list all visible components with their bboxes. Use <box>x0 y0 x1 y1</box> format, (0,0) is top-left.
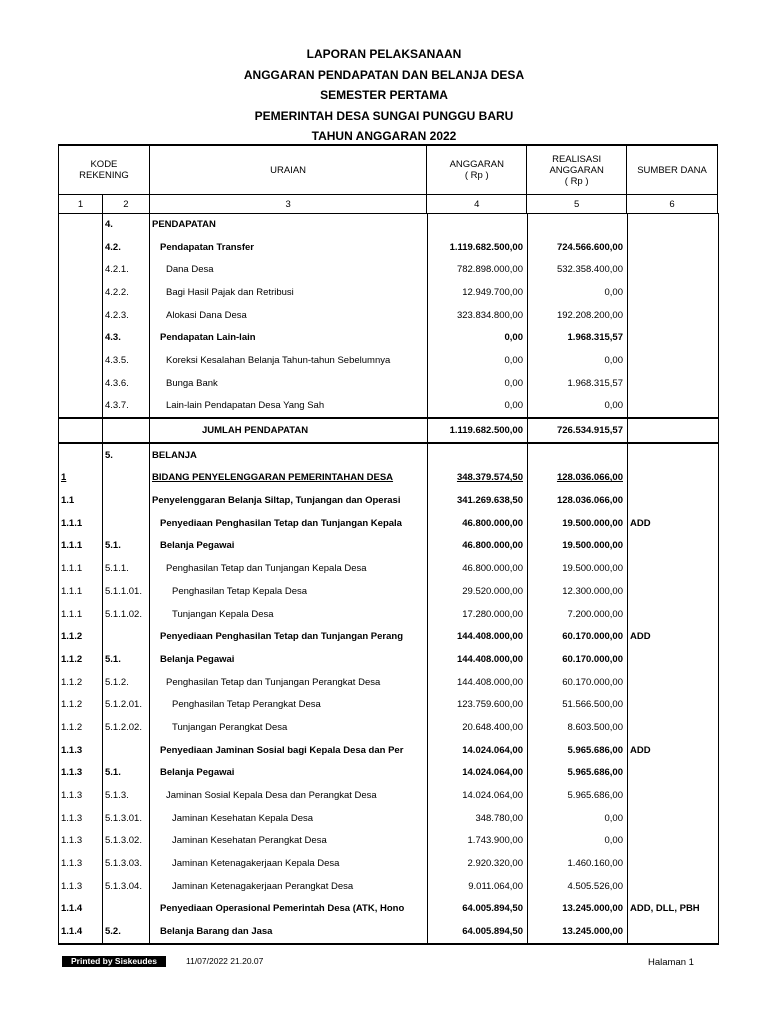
anggaran-cell: 14.024.064,00 <box>428 784 528 807</box>
column-number: 3 <box>149 195 426 214</box>
column-number: 4 <box>427 195 527 214</box>
uraian-cell: Penyediaan Penghasilan Tetap dan Tunjangan Perang <box>150 625 428 648</box>
sumber-dana-cell <box>628 395 719 419</box>
kode-2-cell <box>103 739 150 762</box>
table-row <box>59 443 719 467</box>
sumber-dana-cell <box>628 535 719 558</box>
anggaran-cell: 9.011.064,00 <box>428 875 528 898</box>
table-row <box>59 807 719 830</box>
sumber-dana-cell <box>628 807 719 830</box>
kode-1-cell: 1.1.1 <box>59 557 103 580</box>
realisasi-cell: 532.358.400,00 <box>528 258 628 281</box>
title-line: LAPORAN PELAKSANAAN <box>306 47 462 61</box>
realisasi-cell <box>528 213 628 236</box>
anggaran-cell: 14.024.064,00 <box>428 762 528 785</box>
realisasi-cell: 0,00 <box>528 807 628 830</box>
sumber-dana-cell <box>628 580 719 603</box>
table-row <box>59 875 719 898</box>
realisasi-cell: 1.968.315,57 <box>528 372 628 395</box>
column-number: 2 <box>102 195 149 214</box>
table-row <box>59 920 719 944</box>
anggaran-cell: 0,00 <box>428 395 528 419</box>
title-line: TAHUN ANGGARAN 2022 <box>311 129 457 143</box>
sumber-dana-cell <box>628 372 719 395</box>
kode-2-cell <box>103 625 150 648</box>
sumber-dana-cell <box>628 852 719 875</box>
realisasi-cell: 0,00 <box>528 281 628 304</box>
anggaran-cell: 123.759.600,00 <box>428 693 528 716</box>
kode-2-cell: 5.1.3.02. <box>103 830 150 853</box>
sumber-dana-cell <box>628 467 719 490</box>
kode-2-cell <box>103 418 150 443</box>
header-kode-rekening: KODE REKENING <box>59 145 150 195</box>
table-row <box>59 852 719 875</box>
anggaran-cell: 20.648.400,00 <box>428 716 528 739</box>
sumber-dana-cell: ADD <box>628 625 719 648</box>
kode-2-cell: 5.1.2. <box>103 671 150 694</box>
sumber-dana-cell <box>628 920 719 944</box>
kode-1-cell <box>59 349 103 372</box>
realisasi-cell: 5.965.686,00 <box>528 784 628 807</box>
uraian-cell: JUMLAH PENDAPATAN <box>150 418 428 443</box>
kode-1-cell: 1.1.1 <box>59 535 103 558</box>
anggaran-cell: 64.005.894,50 <box>428 920 528 944</box>
kode-2-cell: 5.1.1. <box>103 557 150 580</box>
kode-2-cell: 5. <box>103 443 150 467</box>
sumber-dana-cell <box>628 648 719 671</box>
uraian-cell: Bunga Bank <box>150 372 428 395</box>
budget-table <box>58 213 719 945</box>
kode-2-cell: 5.1.3.04. <box>103 875 150 898</box>
realisasi-cell <box>528 443 628 467</box>
kode-1-cell <box>59 236 103 259</box>
kode-1-cell: 1.1.1 <box>59 512 103 535</box>
sumber-dana-cell <box>628 693 719 716</box>
anggaran-cell: 0,00 <box>428 326 528 349</box>
kode-1-cell: 1.1.2 <box>59 648 103 671</box>
report-title-block <box>0 44 768 147</box>
uraian-cell: Penghasilan Tetap Perangkat Desa <box>150 693 428 716</box>
kode-1-cell: 1.1.3 <box>59 739 103 762</box>
uraian-cell: Penghasilan Tetap Kepala Desa <box>150 580 428 603</box>
anggaran-cell: 17.280.000,00 <box>428 603 528 626</box>
table-row <box>59 603 719 626</box>
realisasi-cell: 12.300.000,00 <box>528 580 628 603</box>
anggaran-cell: 1.119.682.500,00 <box>428 236 528 259</box>
kode-1-cell: 1.1.2 <box>59 693 103 716</box>
realisasi-cell: 724.566.600,00 <box>528 236 628 259</box>
kode-1-cell: 1.1.3 <box>59 852 103 875</box>
anggaran-cell: 1.743.900,00 <box>428 830 528 853</box>
realisasi-cell: 8.603.500,00 <box>528 716 628 739</box>
anggaran-cell <box>428 443 528 467</box>
kode-2-cell: 4.3. <box>103 326 150 349</box>
kode-2-cell: 4.2. <box>103 236 150 259</box>
kode-2-cell: 5.1.3. <box>103 784 150 807</box>
kode-2-cell: 4.2.2. <box>103 281 150 304</box>
table-header <box>58 144 718 214</box>
uraian-cell: Penghasilan Tetap dan Tunjangan Perangkat Desa <box>150 671 428 694</box>
title-line: SEMESTER PERTAMA <box>320 88 448 102</box>
uraian-cell: PENDAPATAN <box>150 213 428 236</box>
kode-2-cell: 4.3.7. <box>103 395 150 419</box>
sumber-dana-cell <box>628 875 719 898</box>
kode-1-cell: 1.1.3 <box>59 807 103 830</box>
uraian-cell: Penyediaan Operasional Pemerintah Desa (ATK, Hono <box>150 898 428 921</box>
anggaran-cell: 323.834.800,00 <box>428 304 528 327</box>
sumber-dana-cell <box>628 326 719 349</box>
sumber-dana-cell: ADD <box>628 739 719 762</box>
uraian-cell: Alokasi Dana Desa <box>150 304 428 327</box>
uraian-cell: Pendapatan Lain-lain <box>150 326 428 349</box>
table-row <box>59 762 719 785</box>
sumber-dana-cell <box>628 443 719 467</box>
uraian-cell: Bagi Hasil Pajak dan Retribusi <box>150 281 428 304</box>
realisasi-cell: 128.036.066,00 <box>528 489 628 512</box>
realisasi-cell: 0,00 <box>528 395 628 419</box>
sumber-dana-cell <box>628 671 719 694</box>
table-row <box>59 236 719 259</box>
sumber-dana-cell <box>628 349 719 372</box>
anggaran-cell: 46.800.000,00 <box>428 535 528 558</box>
table-row <box>59 395 719 419</box>
anggaran-cell: 144.408.000,00 <box>428 625 528 648</box>
table-row <box>59 467 719 490</box>
kode-2-cell: 5.1. <box>103 648 150 671</box>
uraian-cell: Tunjangan Kepala Desa <box>150 603 428 626</box>
realisasi-cell: 0,00 <box>528 830 628 853</box>
uraian-cell: Penyelenggaran Belanja Siltap, Tunjangan dan Operasi <box>150 489 428 512</box>
uraian-cell: Belanja Pegawai <box>150 535 428 558</box>
table-row <box>59 326 719 349</box>
printed-by-label: Printed by Siskeudes <box>62 956 166 967</box>
kode-2-cell: 4.3.5. <box>103 349 150 372</box>
kode-1-cell <box>59 304 103 327</box>
sumber-dana-cell <box>628 258 719 281</box>
anggaran-cell: 341.269.638,50 <box>428 489 528 512</box>
table-row <box>59 693 719 716</box>
realisasi-cell: 5.965.686,00 <box>528 762 628 785</box>
uraian-cell: Penyediaan Jaminan Sosial bagi Kepala Desa dan Per <box>150 739 428 762</box>
sumber-dana-cell <box>628 213 719 236</box>
anggaran-cell: 782.898.000,00 <box>428 258 528 281</box>
kode-1-cell: 1.1.2 <box>59 716 103 739</box>
uraian-cell: Jaminan Kesehatan Kepala Desa <box>150 807 428 830</box>
anggaran-cell: 144.408.000,00 <box>428 671 528 694</box>
header-realisasi: REALISASI ANGGARAN ( Rp ) <box>527 145 627 195</box>
anggaran-cell: 0,00 <box>428 372 528 395</box>
kode-2-cell: 5.1.1.02. <box>103 603 150 626</box>
table-row <box>59 625 719 648</box>
kode-1-cell: 1.1.2 <box>59 671 103 694</box>
table-row <box>59 784 719 807</box>
table-row <box>59 648 719 671</box>
sumber-dana-cell <box>628 557 719 580</box>
table-row <box>59 281 719 304</box>
uraian-cell: BELANJA <box>150 443 428 467</box>
anggaran-cell: 2.920.320,00 <box>428 852 528 875</box>
uraian-cell: BIDANG PENYELENGGARAN PEMERINTAHAN DESA <box>150 467 428 490</box>
realisasi-cell: 192.208.200,00 <box>528 304 628 327</box>
kode-1-cell <box>59 258 103 281</box>
header-uraian: URAIAN <box>149 145 426 195</box>
table-row <box>59 535 719 558</box>
sumber-dana-cell <box>628 830 719 853</box>
realisasi-cell: 60.170.000,00 <box>528 648 628 671</box>
sumber-dana-cell <box>628 236 719 259</box>
kode-1-cell: 1.1.3 <box>59 830 103 853</box>
anggaran-cell: 14.024.064,00 <box>428 739 528 762</box>
table-row <box>59 372 719 395</box>
anggaran-cell: 0,00 <box>428 349 528 372</box>
realisasi-cell: 726.534.915,57 <box>528 418 628 443</box>
anggaran-cell: 64.005.894,50 <box>428 898 528 921</box>
anggaran-cell: 348.379.574,50 <box>428 467 528 490</box>
table-row <box>59 418 719 443</box>
sumber-dana-cell <box>628 489 719 512</box>
kode-1-cell <box>59 326 103 349</box>
kode-1-cell: 1.1.1 <box>59 603 103 626</box>
sumber-dana-cell: ADD <box>628 512 719 535</box>
realisasi-cell: 19.500.000,00 <box>528 557 628 580</box>
table-row <box>59 213 719 236</box>
kode-2-cell: 5.1. <box>103 762 150 785</box>
kode-1-cell: 1.1.3 <box>59 875 103 898</box>
sumber-dana-cell <box>628 418 719 443</box>
kode-1-cell: 1.1.2 <box>59 625 103 648</box>
uraian-cell: Dana Desa <box>150 258 428 281</box>
kode-2-cell <box>103 898 150 921</box>
realisasi-cell: 1.968.315,57 <box>528 326 628 349</box>
table-row <box>59 258 719 281</box>
anggaran-cell: 348.780,00 <box>428 807 528 830</box>
column-number: 6 <box>627 195 718 214</box>
header-anggaran: ANGGARAN ( Rp ) <box>427 145 527 195</box>
column-number: 5 <box>527 195 627 214</box>
header-sumber-dana: SUMBER DANA <box>627 145 718 195</box>
kode-1-cell: 1.1.4 <box>59 898 103 921</box>
anggaran-cell: 144.408.000,00 <box>428 648 528 671</box>
title-line: ANGGARAN PENDAPATAN DAN BELANJA DESA <box>243 67 525 82</box>
kode-2-cell: 5.1.2.01. <box>103 693 150 716</box>
anggaran-cell: 29.520.000,00 <box>428 580 528 603</box>
kode-1-cell: 1.1 <box>59 489 103 512</box>
sumber-dana-cell <box>628 762 719 785</box>
kode-2-cell: 4.2.1. <box>103 258 150 281</box>
uraian-cell: Belanja Pegawai <box>150 648 428 671</box>
table-row <box>59 716 719 739</box>
realisasi-cell: 60.170.000,00 <box>528 625 628 648</box>
sumber-dana-cell <box>628 281 719 304</box>
kode-2-cell: 5.1.3.03. <box>103 852 150 875</box>
uraian-cell: Koreksi Kesalahan Belanja Tahun-tahun Sebelumnya <box>150 349 428 372</box>
kode-1-cell <box>59 418 103 443</box>
kode-1-cell <box>59 372 103 395</box>
sumber-dana-cell <box>628 304 719 327</box>
realisasi-cell: 19.500.000,00 <box>528 535 628 558</box>
anggaran-cell: 1.119.682.500,00 <box>428 418 528 443</box>
kode-1-cell <box>59 395 103 419</box>
kode-1-cell <box>59 213 103 236</box>
kode-1-cell: 1.1.1 <box>59 580 103 603</box>
kode-2-cell: 5.1.1.01. <box>103 580 150 603</box>
column-number: 1 <box>59 195 103 214</box>
table-row <box>59 830 719 853</box>
kode-2-cell <box>103 489 150 512</box>
kode-2-cell: 5.1.2.02. <box>103 716 150 739</box>
realisasi-cell: 13.245.000,00 <box>528 920 628 944</box>
page-number: Halaman 1 <box>648 957 694 968</box>
kode-1-cell <box>59 443 103 467</box>
kode-1-cell <box>59 281 103 304</box>
sumber-dana-cell <box>628 603 719 626</box>
realisasi-cell: 60.170.000,00 <box>528 671 628 694</box>
anggaran-cell: 46.800.000,00 <box>428 557 528 580</box>
table-row <box>59 349 719 372</box>
kode-2-cell <box>103 512 150 535</box>
table-row <box>59 304 719 327</box>
kode-2-cell: 4. <box>103 213 150 236</box>
sumber-dana-cell: ADD, DLL, PBH <box>628 898 719 921</box>
uraian-cell: Belanja Pegawai <box>150 762 428 785</box>
realisasi-cell: 4.505.526,00 <box>528 875 628 898</box>
anggaran-cell: 46.800.000,00 <box>428 512 528 535</box>
kode-1-cell: 1.1.4 <box>59 920 103 944</box>
kode-2-cell: 4.3.6. <box>103 372 150 395</box>
uraian-cell: Jaminan Kesehatan Perangkat Desa <box>150 830 428 853</box>
uraian-cell: Pendapatan Transfer <box>150 236 428 259</box>
anggaran-cell: 12.949.700,00 <box>428 281 528 304</box>
realisasi-cell: 7.200.000,00 <box>528 603 628 626</box>
uraian-cell: Jaminan Ketenagakerjaan Perangkat Desa <box>150 875 428 898</box>
kode-2-cell <box>103 467 150 490</box>
kode-1-cell: 1.1.3 <box>59 784 103 807</box>
table-row <box>59 512 719 535</box>
realisasi-cell: 19.500.000,00 <box>528 512 628 535</box>
uraian-cell: Jaminan Ketenagakerjaan Kepala Desa <box>150 852 428 875</box>
table-row <box>59 489 719 512</box>
title-line: PEMERINTAH DESA SUNGAI PUNGGU BARU <box>254 108 514 123</box>
kode-2-cell: 5.2. <box>103 920 150 944</box>
sumber-dana-cell <box>628 784 719 807</box>
table-row <box>59 739 719 762</box>
table-row <box>59 557 719 580</box>
table-row <box>59 671 719 694</box>
kode-2-cell: 5.1.3.01. <box>103 807 150 830</box>
sumber-dana-cell <box>628 716 719 739</box>
realisasi-cell: 5.965.686,00 <box>528 739 628 762</box>
realisasi-cell: 128.036.066,00 <box>528 467 628 490</box>
uraian-cell: Penyediaan Penghasilan Tetap dan Tunjangan Kepala <box>150 512 428 535</box>
uraian-cell: Jaminan Sosial Kepala Desa dan Perangkat Desa <box>150 784 428 807</box>
kode-2-cell: 5.1. <box>103 535 150 558</box>
realisasi-cell: 13.245.000,00 <box>528 898 628 921</box>
printed-date: 11/07/2022 21.20.07 <box>186 956 264 966</box>
kode-2-cell: 4.2.3. <box>103 304 150 327</box>
realisasi-cell: 0,00 <box>528 349 628 372</box>
uraian-cell: Tunjangan Perangkat Desa <box>150 716 428 739</box>
table-row <box>59 580 719 603</box>
uraian-cell: Penghasilan Tetap dan Tunjangan Kepala Desa <box>150 557 428 580</box>
uraian-cell: Belanja Barang dan Jasa <box>150 920 428 944</box>
kode-1-cell: 1 <box>59 467 103 490</box>
anggaran-cell <box>428 213 528 236</box>
table-row <box>59 898 719 921</box>
kode-1-cell: 1.1.3 <box>59 762 103 785</box>
realisasi-cell: 1.460.160,00 <box>528 852 628 875</box>
uraian-cell: Lain-lain Pendapatan Desa Yang Sah <box>150 395 428 419</box>
realisasi-cell: 51.566.500,00 <box>528 693 628 716</box>
